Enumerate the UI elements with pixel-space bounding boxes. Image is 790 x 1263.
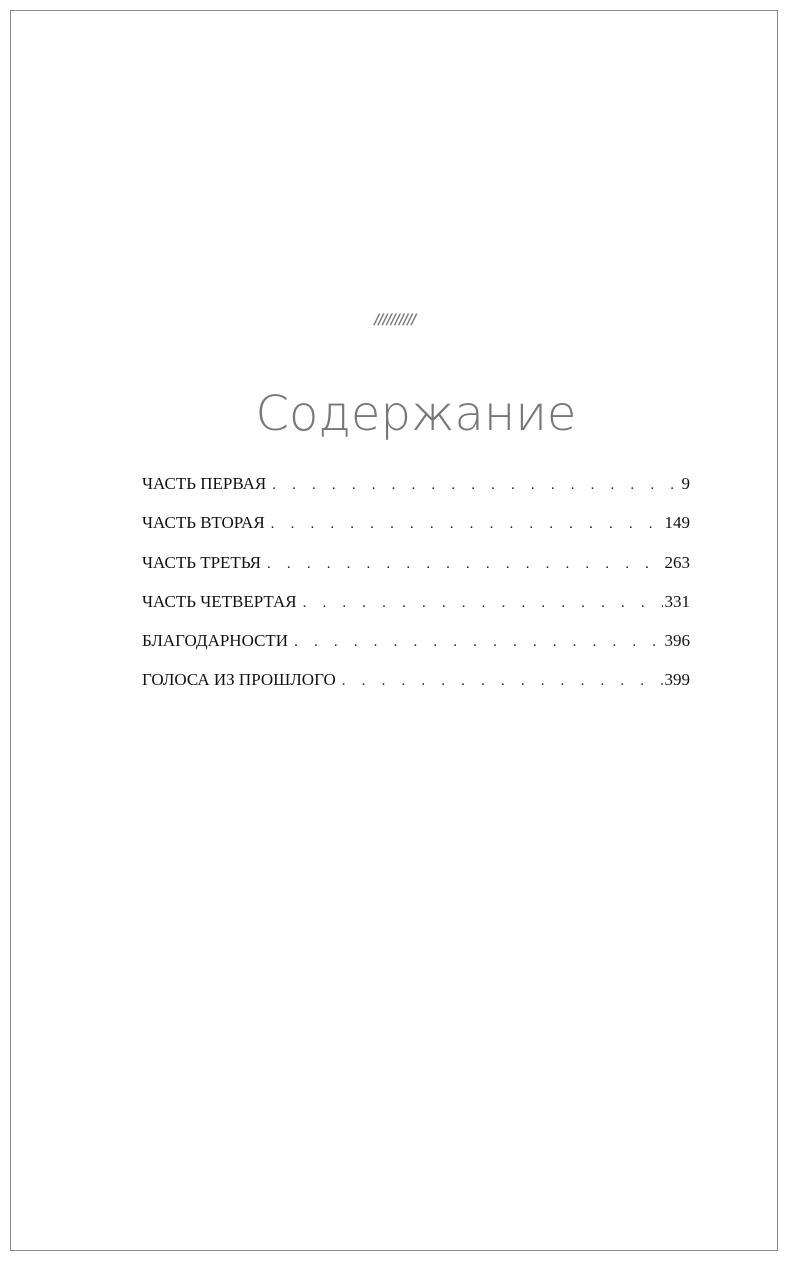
toc-entry-page: 149 — [664, 513, 690, 533]
dot-leader — [294, 634, 662, 651]
toc-entry-label: БЛАГОДАРНОСТИ — [142, 631, 289, 651]
toc-list — [142, 474, 690, 710]
dot-leader — [303, 595, 663, 612]
toc-entry-part-two[interactable] — [142, 513, 690, 552]
dot-leader — [342, 673, 663, 690]
dot-leader — [272, 477, 679, 494]
dot-leader — [271, 516, 663, 533]
toc-entry-part-one[interactable] — [142, 474, 690, 513]
toc-entry-acknowledgements[interactable] — [142, 631, 690, 670]
toc-entry-label: ЧАСТЬ ПЕРВАЯ — [142, 474, 267, 493]
toc-entry-voices-from-past[interactable] — [142, 670, 690, 709]
toc-entry-page: 399 — [664, 670, 690, 690]
toc-title: Содержание — [255, 386, 577, 442]
toc-entry-part-three[interactable] — [142, 553, 690, 592]
dot-leader — [267, 556, 662, 573]
toc-entry-label: ЧАСТЬ ЧЕТВЕРТАЯ — [142, 591, 297, 611]
toc-entry-part-four[interactable] — [142, 592, 690, 631]
toc-entry-label: ГОЛОСА ИЗ ПРОШЛОГО — [142, 670, 336, 690]
toc-entry-label: ЧАСТЬ ВТОРАЯ — [142, 513, 265, 533]
toc-entry-label: ЧАСТЬ ТРЕТЬЯ — [142, 552, 262, 572]
toc-entry-page: 263 — [664, 552, 690, 572]
toc-entry-page: 396 — [664, 631, 690, 651]
toc-entry-page: 331 — [664, 591, 690, 611]
toc-entry-page: 9 — [681, 474, 690, 493]
slash-ornament: ////////// — [374, 312, 416, 328]
